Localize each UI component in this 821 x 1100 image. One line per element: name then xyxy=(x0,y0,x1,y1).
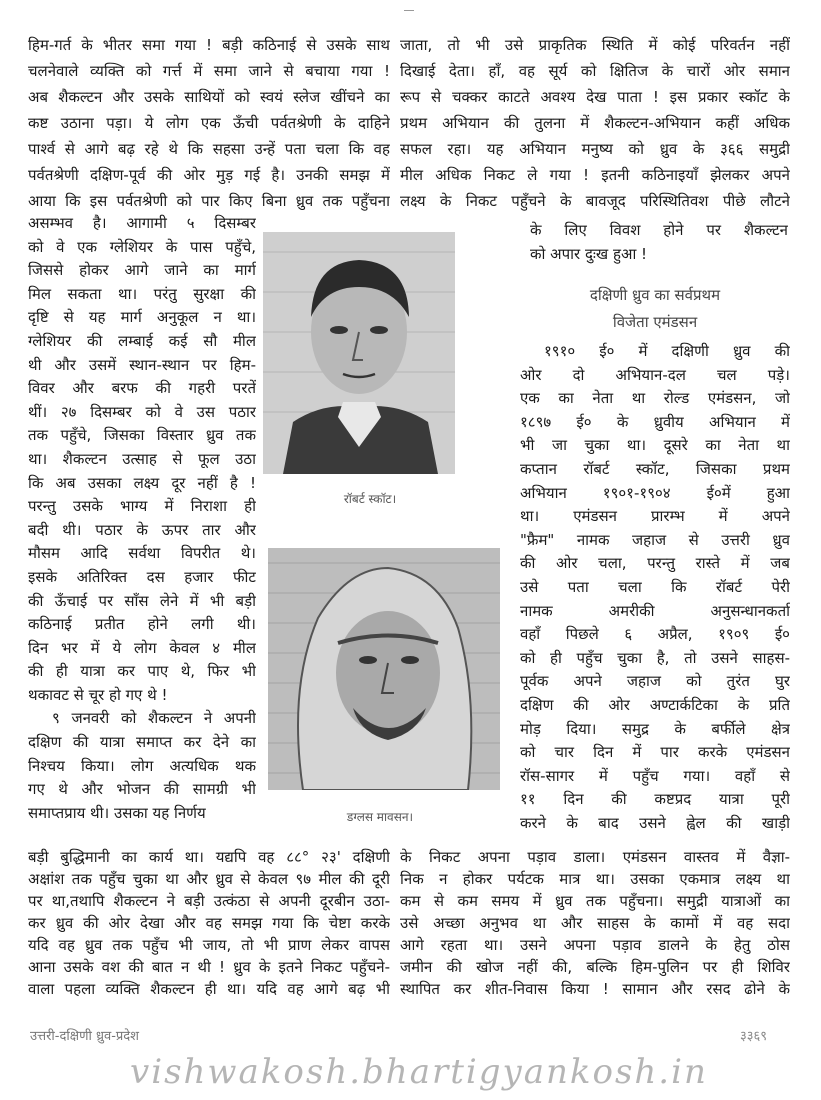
right-bottom-paragraph xyxy=(400,846,790,1000)
text-line: परन्तु उसके भाग्य में निराशा ही xyxy=(28,497,256,516)
text-line: ११ दिन की कष्टप्रद यात्रा पूरी xyxy=(520,790,790,809)
text-line: आगे रहता था। उसने अपना पड़ाव डालने के हेतु ठोस xyxy=(400,936,790,954)
text-line: गए थे और भोजन की सामग्री भी xyxy=(28,780,256,799)
right-column-text xyxy=(520,340,790,835)
text-line: आया कि इस पर्वतश्रेणी को पार किए बिना ध्रुव तक पहुँचना xyxy=(28,192,390,210)
text-line: भी जा चुका था। दूसरे का नेता था xyxy=(520,436,790,455)
page-number: ३३६९ xyxy=(740,1029,768,1044)
text-line: दिखाई देता। हाँ, वह सूर्य को क्षितिज के चारों ओर समान xyxy=(400,62,790,80)
text-line: सफल रहा। यह अभियान मनुष्य को ध्रुव के ३६६ समुद्री xyxy=(400,140,790,158)
text-line: पर था,तथापि शैकल्टन ने बड़ी उत्कंठा से अपनी दूरबीन उठा- xyxy=(28,892,390,910)
text-line: १९१० ई० में दक्षिणी ध्रुव की xyxy=(544,342,790,360)
text-line: स्थापित कर शीत-निवास किया ! सामान और रसद ढोने के xyxy=(400,980,790,998)
text-line: के लिए विवश होने पर शैकल्टन xyxy=(530,221,788,239)
text-line: दिन भर में ये लोग केवल ४ मील xyxy=(28,638,256,657)
text-line: था। शैकल्टन उत्साह से फूल उठा xyxy=(28,449,256,468)
text-line: बड़ी बुद्धिमानी का कार्य था। यद्यपि वह ८८° २३' दक्षिणी xyxy=(28,848,390,866)
text-line: को अपार दुःख हुआ ! xyxy=(530,244,648,263)
text-line: असम्भव है। आगामी ५ दिसम्बर xyxy=(28,214,256,232)
text-line: एक का नेता था रोल्ड एमंडसन, जो xyxy=(520,389,790,408)
text-line: के निकट अपना पड़ाव डाला। एमंडसन वास्तव में वैज्ञा- xyxy=(400,848,790,866)
text-line: पर्वतश्रेणी दक्षिण-पूर्व की ओर मुड़ गई है। उनकी समझ में xyxy=(28,166,390,184)
text-line: लक्ष्य के निकट पहुँचने के बावजूद परिस्थितिवश पीछे लौटने xyxy=(400,192,790,210)
left-column-text xyxy=(28,212,256,825)
text-line: उसे अच्छा अनुभव था और साहस के कामों में वह सदा xyxy=(400,914,790,932)
text-line: अक्षांश तक पहुँच चुका था और ध्रुव से केवल ९७ मील की दूरी xyxy=(28,870,390,888)
text-line: कम से कम समय में ध्रुव तक पहुँचना। समुद्री यात्राओं का xyxy=(400,892,790,910)
left-top-paragraph xyxy=(28,32,390,214)
text-line: अभियान १९०१-१९०४ ई०में हुआ xyxy=(520,483,790,502)
text-line: ओर दो अभियान-दल चल पड़े। xyxy=(520,365,790,384)
left-bottom-paragraph xyxy=(28,846,390,1000)
portrait-douglas-mawson xyxy=(268,548,500,790)
scan-mark xyxy=(404,10,414,11)
text-line: समाप्तप्राय थी। उसका यह निर्णय xyxy=(28,803,206,822)
text-line: निश्चय किया। लोग अत्यधिक थक xyxy=(28,756,256,775)
text-line: रूप से चक्कर काटते अवश्य देख पाता ! इस प्रकार स्कॉट के xyxy=(400,88,790,106)
text-line: ९ जनवरी को शैकल्टन ने अपनी xyxy=(52,709,256,728)
text-line: कर ध्रुव की ओर देखा और वह समझ गया कि चेष्टा करके xyxy=(28,914,390,932)
text-line: की ओर चला, परन्तु रास्ते में जब xyxy=(520,554,790,573)
text-line: यदि वह ध्रुव तक पहुँच भी जाय, तो भी प्राण लेकर वापस xyxy=(28,936,390,954)
text-line: जाता, तो भी उसे प्राकृतिक स्थिति में कोई परिवर्तन नहीं xyxy=(400,36,790,54)
text-line: थी और उसमें स्थान-स्थान पर हिम- xyxy=(28,355,256,374)
text-line: को ही पहुँच चुका है, तो उसने साहस- xyxy=(520,648,790,667)
section-heading-line: विजेता एमंडसन xyxy=(612,313,698,331)
text-line: प्रथम अभियान की तुलना में शैकल्टन-अभियान कहीं अधिक xyxy=(400,114,790,132)
text-line: जिससे होकर आगे जाने का मार्ग xyxy=(28,261,256,280)
text-line: था। एमंडसन प्रारम्भ में अपने xyxy=(520,507,790,526)
text-line: पूर्वक अपने जहाज को तुरंत घुर xyxy=(520,672,790,691)
watermark: vishwakosh.bhartigyankosh.in xyxy=(130,1052,708,1092)
section-heading xyxy=(520,282,790,336)
text-line: जमीन की खोज नहीं की, बल्कि हिम-पुलिन पर ही शिविर xyxy=(400,958,790,976)
right-top-tail xyxy=(530,219,788,266)
text-line: अब शैकल्टन और उसके साथियों को स्वयं स्लेज खींचने का xyxy=(28,88,390,106)
section-heading-line: दक्षिणी ध्रुव का सर्वप्रथम xyxy=(589,286,721,304)
text-line: विवर और बरफ की गहरी परतें xyxy=(28,379,256,398)
text-line: उसे पता चला कि रॉबर्ट पेरी xyxy=(520,577,790,596)
text-line: हिम-गर्त के भीतर समा गया ! बड़ी कठिनाई से उसके साथ xyxy=(28,36,390,54)
text-line: को वे एक ग्लेशियर के पास पहुँचे, xyxy=(28,237,256,256)
caption-robert-scott: रॉबर्ट स्कॉट। xyxy=(343,492,397,506)
text-line: नामक अमरीकी अनुसन्धानकर्ता xyxy=(520,601,790,620)
text-line: कि अब उसका लक्ष्य दूर नहीं है ! xyxy=(28,473,256,492)
caption-douglas-mawson: डग्लस मावसन। xyxy=(346,810,414,824)
text-line: मील अधिक निकट ले गया ! इतनी कठिनाइयाँ झेलकर अपने xyxy=(400,166,790,184)
text-line: की ऊँचाई पर साँस लेने में भी बड़ी xyxy=(28,591,256,610)
text-line: बदी थी। पठार के ऊपर तार और xyxy=(28,520,256,539)
right-top-paragraph xyxy=(400,32,790,214)
text-line: दक्षिण की ओर अण्टार्कटिका के प्रति xyxy=(520,695,790,714)
text-line: की ही यात्रा कर पाए थे, फिर भी xyxy=(28,662,256,681)
text-line: थीं। २७ दिसम्बर को वे उस पठार xyxy=(28,402,256,421)
text-line: थकावट से चूर हो गए थे ! xyxy=(28,685,168,704)
text-line: वाला पहला व्यक्ति शैकल्टन ही था। यदि वह आगे बढ़ भी xyxy=(28,980,390,998)
text-line: १८९७ ई० के ध्रुवीय अभियान में xyxy=(520,412,790,431)
text-line: मौसम आदि सर्वथा विपरीत थे। xyxy=(28,544,256,563)
text-line: ग्लेशियर की लम्बाई कई सौ मील xyxy=(28,331,256,350)
text-line: कप्तान रॉबर्ट स्कॉट, जिसका प्रथम xyxy=(520,459,790,478)
text-line: कष्ट उठाना पड़ा। ये लोग एक ऊँची पर्वतश्रेणी के दाहिने xyxy=(28,114,390,132)
text-line: मोड़ दिया। समुद्र के बर्फीले क्षेत्र xyxy=(520,719,790,738)
text-line: कठिनाई प्रतीत होने लगी थी। xyxy=(28,615,256,634)
text-line: रॉस-सागर में पहुँच गया। वहाँ से xyxy=(520,766,790,785)
text-line: वहाँ पिछले ६ अप्रैल, १९०९ ई० xyxy=(520,625,790,644)
text-line: तक पहुँचे, जिसका विस्तार ध्रुव तक xyxy=(28,426,256,445)
text-line: आना उसके वश की बात न थी ! ध्रुव के इतने निकट पहुँचने- xyxy=(28,958,390,976)
text-line: दृष्टि से यह मार्ग अनुकूल न था। xyxy=(28,308,256,327)
text-line: चलनेवाले व्यक्ति को गर्त्त में समा जाने से बचाया गया ! xyxy=(28,62,390,80)
text-line: इसके अतिरिक्त दस हजार फीट xyxy=(28,567,256,586)
text-line: दक्षिण की यात्रा समाप्त कर देने का xyxy=(28,733,256,752)
text-line: निक न होकर पर्यटक मात्र था। उसका एकमात्र लक्ष्य था xyxy=(400,870,790,888)
text-line: "फ्रैम" नामक जहाज से उत्तरी ध्रुव xyxy=(520,530,790,549)
text-line: को चार दिन में पार करके एमंडसन xyxy=(520,743,790,762)
running-footer-title: उत्तरी-दक्षिणी ध्रुव-प्रदेश xyxy=(30,1029,140,1044)
text-line: करने के बाद उसने ह्वेल की खाड़ी xyxy=(520,813,790,832)
portrait-robert-scott xyxy=(263,232,455,474)
text-line: पार्श्व से आगे बढ़ रहे थे कि सहसा उन्हें पता चला कि वह xyxy=(28,140,390,158)
text-line: मिल सकता था। परंतु सुरक्षा की xyxy=(28,284,256,303)
